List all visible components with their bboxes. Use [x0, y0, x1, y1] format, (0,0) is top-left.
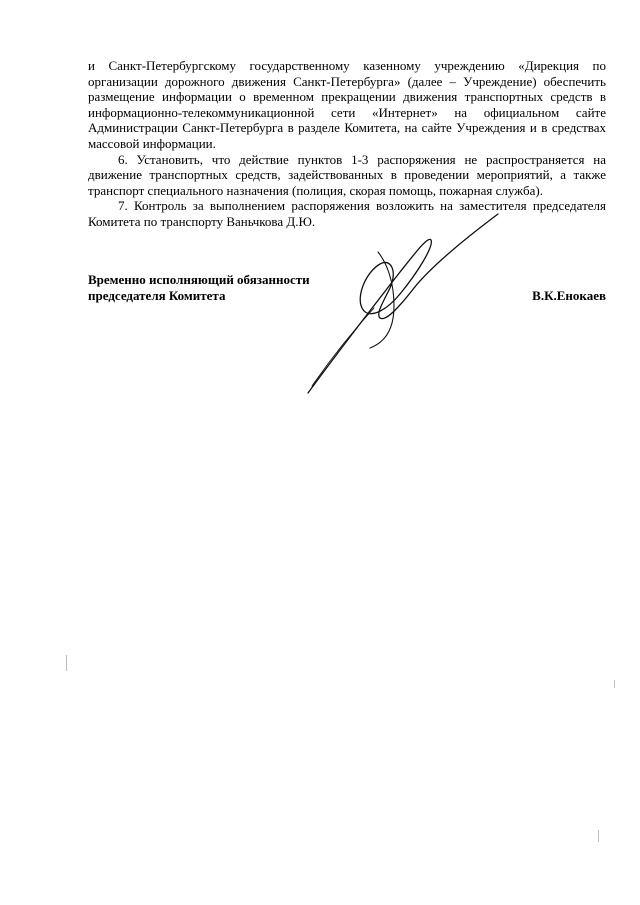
scan-speck	[66, 655, 67, 671]
handwritten-signature-icon	[290, 210, 520, 410]
signatory-title-line-1: Временно исполняющий обязанности	[88, 272, 310, 287]
signatory-name: В.К.Енокаев	[532, 287, 606, 303]
document-body	[88, 58, 606, 230]
scan-speck	[614, 680, 615, 688]
paragraph-item-7: 7. Контроль за выполнением распоряжения возложить на заместителя председателя Комитета по транспорту Ваньчкова Д.Ю.	[88, 198, 606, 229]
paragraph-item-6: 6. Установить, что действие пунктов 1-3 распоряжения не распространяется на движение транспортных средств, задействованных в проведении мероприятий, а также транспорт специального назначения (полиция, скорая помощь, пожарная служба).	[88, 151, 606, 198]
signatory-title-line-2: председателя Комитета	[88, 287, 226, 303]
paragraph-continuation: и Санкт-Петербургскому государственному казенному учреждению «Дирекция по организации дорожного движения Санкт-Петербурга» (далее – Учреждение) обеспечить размещение информации о временном прекращении движения транспортных средств в информационно-телекоммуникационной сети «Интернет» на официальном сайте Администрации Санкт-Петербурга в разделе Комитета, на сайте Учреждения и в средствах массовой информации.	[88, 58, 606, 151]
scan-speck	[598, 830, 599, 842]
